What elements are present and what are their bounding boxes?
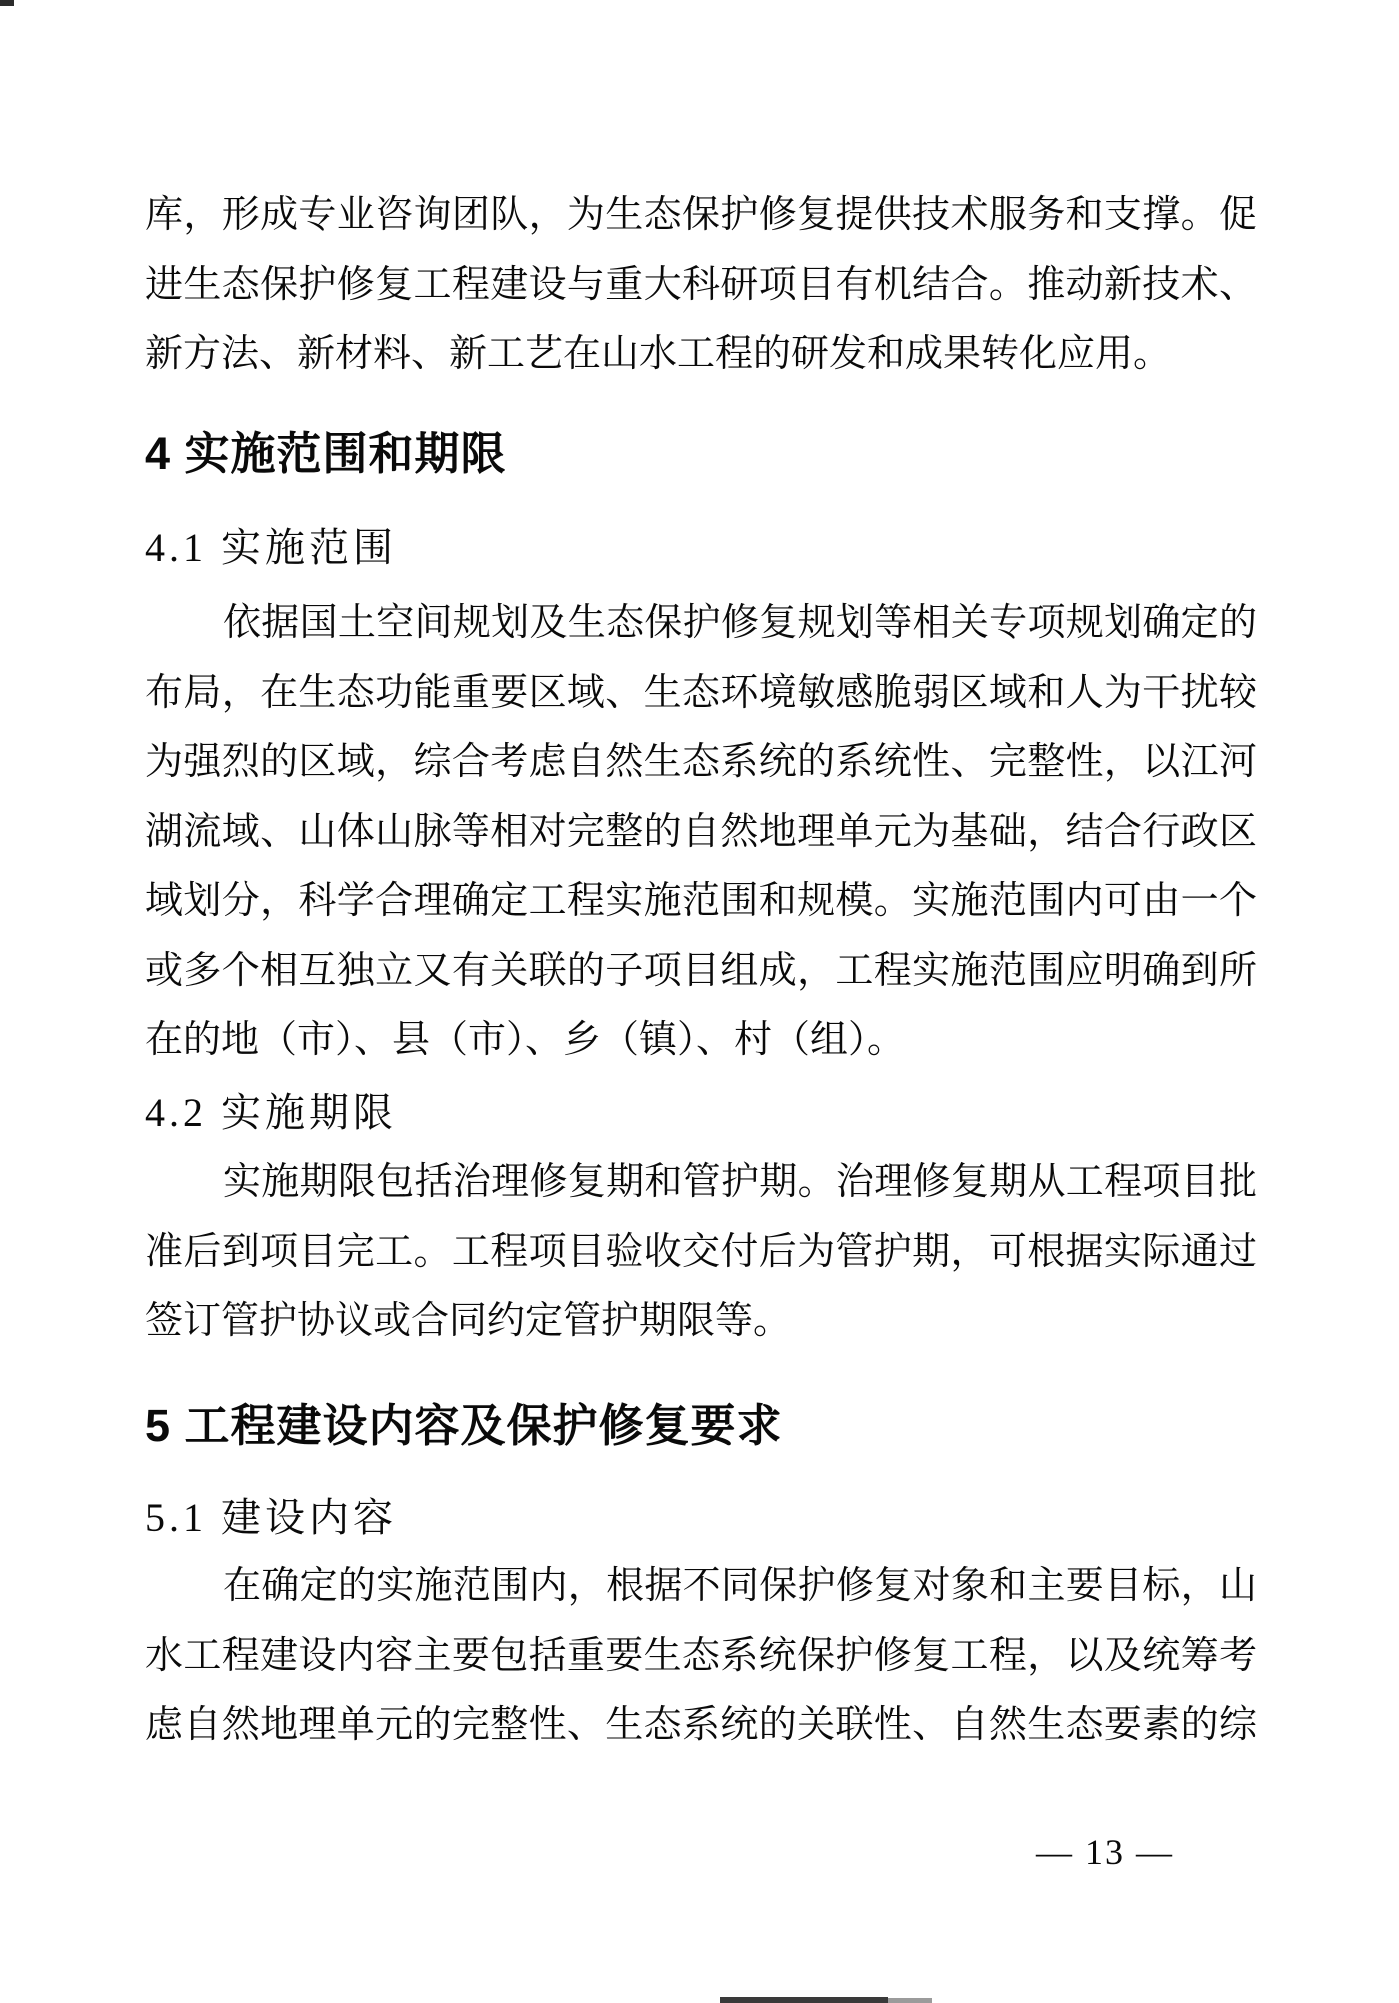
text-line: 新方法、新材料、新工艺在山水工程的研发和成果转化应用。 (145, 333, 1172, 375)
text-line: 实施期限包括治理修复期和管护期。治理修复期从工程项目批 (223, 1161, 1257, 1203)
text-line: 库，形成专业咨询团队，为生态保护修复提供技术服务和支撑。促 (145, 194, 1257, 236)
text-line: 准后到项目完工。工程项目验收交付后为管护期，可根据实际通过 (145, 1230, 1257, 1273)
page-number: — 13 — (1036, 1832, 1174, 1872)
section-4-2-paragraph (145, 1148, 1257, 1357)
section-5-1-heading: 5.1 建设内容 (145, 1495, 397, 1540)
scan-artifact-bottom-tail (888, 1998, 932, 2003)
section-5-1-paragraph (145, 1552, 1257, 1761)
section-4-1-heading: 4.1 实施范围 (145, 525, 397, 570)
section-5-heading: 5 工程建设内容及保护修复要求 (145, 1400, 783, 1451)
text-line: 虑自然地理单元的完整性、生态系统的关联性、自然生态要素的综 (145, 1704, 1257, 1746)
text-line: 在的地（市）、县（市）、乡（镇）、村（组）。 (145, 1019, 906, 1061)
text-line: 在确定的实施范围内，根据不同保护修复对象和主要目标，山 (223, 1565, 1257, 1607)
paragraph-continuation (145, 181, 1257, 390)
text-line: 进生态保护修复工程建设与重大科研项目有机结合。推动新技术、 (145, 263, 1257, 306)
scan-artifact-bottom-bar (720, 1997, 888, 2003)
text-line: 或多个相互独立又有关联的子项目组成，工程实施范围应明确到所 (145, 949, 1257, 992)
text-line: 湖流域、山体山脉等相对完整的自然地理单元为基础，结合行政区 (145, 810, 1257, 853)
text-line: 依据国土空间规划及生态保护修复规划等相关专项规划确定的 (223, 602, 1257, 644)
text-line: 水工程建设内容主要包括重要生态系统保护修复工程，以及统筹考 (145, 1634, 1257, 1677)
text-line: 布局，在生态功能重要区域、生态环境敏感脆弱区域和人为干扰较 (145, 671, 1257, 714)
section-4-2-heading: 4.2 实施期限 (145, 1090, 397, 1135)
section-4-heading: 4 实施范围和期限 (145, 428, 507, 479)
text-line: 签订管护协议或合同约定管护期限等。 (145, 1300, 792, 1342)
text-line: 为强烈的区域，综合考虑自然生态系统的系统性、完整性，以江河 (145, 741, 1257, 783)
scan-artifact-top-left (0, 0, 14, 6)
section-4-1-paragraph (145, 589, 1257, 1076)
text-line: 域划分，科学合理确定工程实施范围和规模。实施范围内可由一个 (145, 880, 1257, 922)
